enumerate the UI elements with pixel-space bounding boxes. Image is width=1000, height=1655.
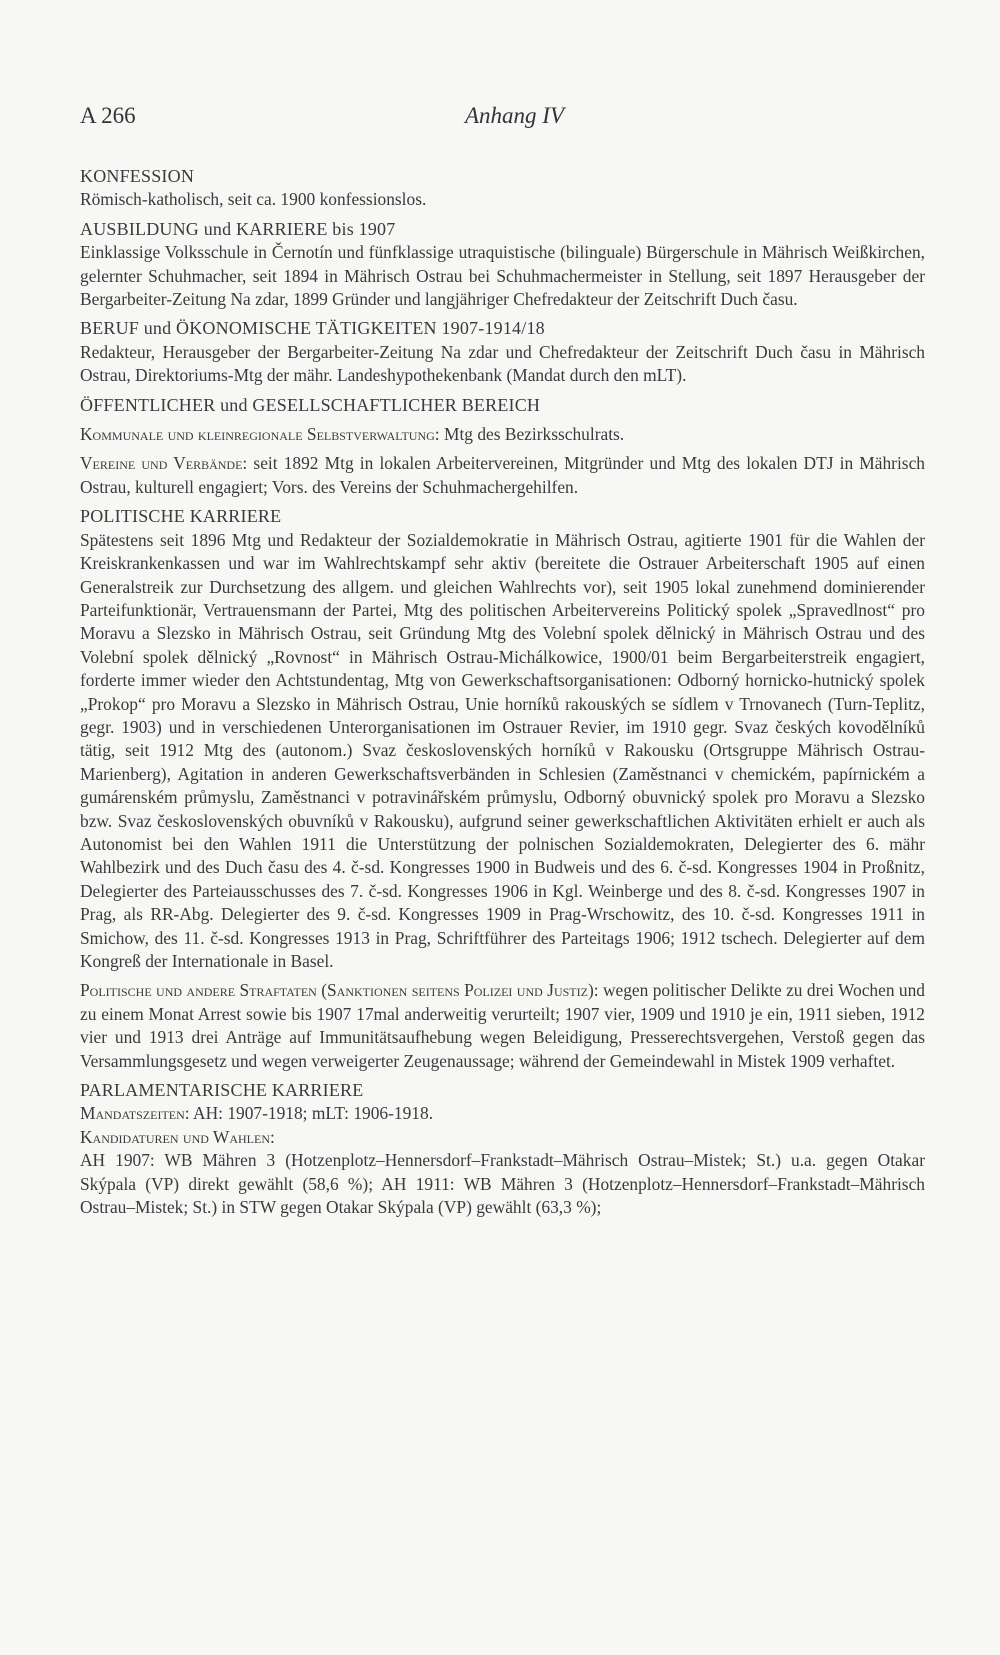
kommunale-text: Mtg des Bezirksschulrats.: [444, 424, 625, 445]
running-title: Anhang IV: [465, 103, 565, 128]
vereine-label: Vereine und Verbände:: [80, 453, 248, 474]
mandat-label: Mandatszeiten:: [80, 1103, 190, 1124]
straftaten-paragraph: [80, 979, 925, 1073]
kommunale-label: Kommunale und kleinregionale Selbstverwaltung:: [80, 424, 440, 445]
section-heading-beruf: BERUF und ÖKONOMISCHE TÄTIGKEITEN 1907-1914/18: [80, 318, 545, 339]
section-heading-oeffentlich: ÖFFENTLICHER und GESELLSCHAFTLICHER BEREICH: [80, 394, 541, 415]
kommunale-paragraph: [80, 423, 925, 446]
vereine-text: seit 1892 Mtg in lokalen Arbeitervereinen, Mitgründer und Mtg des lokalen DTJ in Mährisch Ostrau, kulturell engagiert; Vors. des Vereins der Schuhmachergehilfen.: [80, 453, 925, 497]
vereine-paragraph: [80, 452, 925, 499]
section-heading-politisch: POLITISCHE KARRIERE: [80, 506, 282, 527]
kandidaturen-label: Kandidaturen und Wahlen:: [80, 1126, 275, 1147]
mandat-text: AH: 1907-1918; mLT: 1906-1918.: [193, 1103, 434, 1124]
biography-text: [80, 165, 925, 1219]
section-heading-parlament: PARLAMENTARISCHE KARRIERE: [80, 1080, 364, 1101]
straftaten-text: wegen politischer Delikte zu drei Wochen und zu einem Monat Arrest sowie bis 1907 17mal anderweitig verurteilt; 1907 vier, 1909 und 1910 je ein, 1911 sieben, 1912 vier und 1913 drei Anträge auf Immunitätsaufhebung wegen Beleidigung, Presserechtsvergehen, Verstoß gegen das Versammlungsgesetz und wegen verweigerter Zeugenaussage; während der Gemeindewahl in Mistek 1909 verhaftet.: [80, 980, 925, 1071]
kandidaturen-text: AH 1907: WB Mähren 3 (Hotzenplotz–Hennersdorf–Frankstadt–Mährisch Ostrau–Mistek; St.) u.a. gegen Otakar Skýpala (VP) direkt gewählt (58,6 %); AH 1911: WB Mähren 3 (Hotzenplotz–Hennersdorf–Frankstadt–Mährisch Ostrau–Mistek; St.) in STW gegen Otakar Skýpala (VP) gewählt (63,3 %);: [80, 1150, 925, 1218]
mandat-paragraph: [80, 1102, 925, 1125]
page-number: A 266: [80, 103, 136, 128]
straftaten-label: Politische und andere Straftaten (Sanktionen seitens Polizei und Justiz):: [80, 980, 599, 1001]
beruf-text: Redakteur, Herausgeber der Bergarbeiter-Zeitung Na zdar und Chefredakteur der Zeitschrift Duch času in Mährisch Ostrau, Direktoriums-Mtg der mähr. Landeshypothekenbank (Mandat durch den mLT).: [80, 341, 925, 386]
politisch-text: Spätestens seit 1896 Mtg und Redakteur der Sozialdemokratie in Mährisch Ostrau, agitierte 1901 für die Wahlen der Kreiskrankenkassen und war im Wahlrechtskampf sehr aktiv (bereitete die Ostrauer Arbeiterschaft 1905 auf einen Generalstreik zur Durchsetzung des allgem. und gleichen Wahlrechts vor), seit 1905 lokal zunehmend dominierender Parteifunktionär, Vertrauensmann der Partei, Mtg des politischen Arbeitervereins Politický spolek „Spravedlnost“ pro Moravu a Slezsko in Mährisch Ostrau, seit Gründung Mtg des Volební spolek dělnický in Mährisch Ostrau und des Volební spolek dělnický „Rovnost“ in Mährisch Ostrau-Michálkowice, 1900/01 beim Bergarbeiterstreik engagiert, forderte immer wieder den Achtstundentag, Mtg von Gewerkschaftsorganisationen: Odborný hornicko-hutnický spolek „Prokop“ pro Moravu a Slezsko in Mährisch Ostrau, Unie horníků rakouských se sídlem v Trnovanech (Turn-Teplitz, gegr. 1903) und in verschiedenen Unterorganisationen im Ostrauer Revier, im 1910 gegr. Svaz českých kovodělníků tätig, seit 1912 Mtg des (autonom.) Svaz československých horníků v Rakousku (Ortsgruppe Mährisch Ostrau-Marienberg), Agitation in anderen Gewerkschaftsverbänden in Schlesien (Zaměstnanci v chemickém, papírnickém a gumárenském průmyslu, Zaměstnanci v potravinářském průmyslu, Odborný obuvnický spolek pro Moravu a Slezsko bzw. Svaz československých obuvníků v Rakousku), aufgrund seiner gewerkschaftlichen Aktivitäten erhielt er auch als Autonomist bei den Wahlen 1911 die Unterstützung der polnischen Sozialdemokraten, Delegierter des 6. mähr Wahlbezirk und des Duch času des 4. č-sd. Kongresses 1900 in Budweis und des 6. č-sd. Kongresses 1904 in Proßnitz, Delegierter des Parteiausschusses des 7. č-sd. Kongresses 1906 in Kgl. Weinberge und des 8. č-sd. Kongresses 1907 in Prag, als RR-Abg. Delegierter des 9. č-sd. Kongresses 1909 in Prag-Wrschowitz, des 10. č-sd. Kongresses 1911 in Smichow, des 11. č-sd. Kongresses 1913 in Prag, Schriftführer des Parteitags 1906; 1912 tschech. Delegierter auf dem Kongreß der Internationale in Basel.: [80, 529, 925, 971]
ausbildung-text: Einklassige Volksschule in Černotín und fünfklassige utraquistische (bilinguale) Bürgerschule in Mährisch Weißkirchen, gelernter Schuhmacher, seit 1894 in Mährisch Ostrau bei Schuhmachermeister in Stellung, seit 1897 Herausgeber der Bergarbeiter-Zeitung Na zdar, 1899 Gründer und langjähriger Chefredakteur der Zeitschrift Duch času.: [80, 242, 925, 310]
section-heading-konfession: KONFESSION: [80, 166, 195, 186]
kandidaturen-label-line: [80, 1126, 925, 1149]
section-heading-ausbildung: AUSBILDUNG und KARRIERE bis 1907: [80, 218, 396, 239]
konfession-text: Römisch-katholisch, seit ca. 1900 konfessionslos.: [80, 189, 427, 210]
